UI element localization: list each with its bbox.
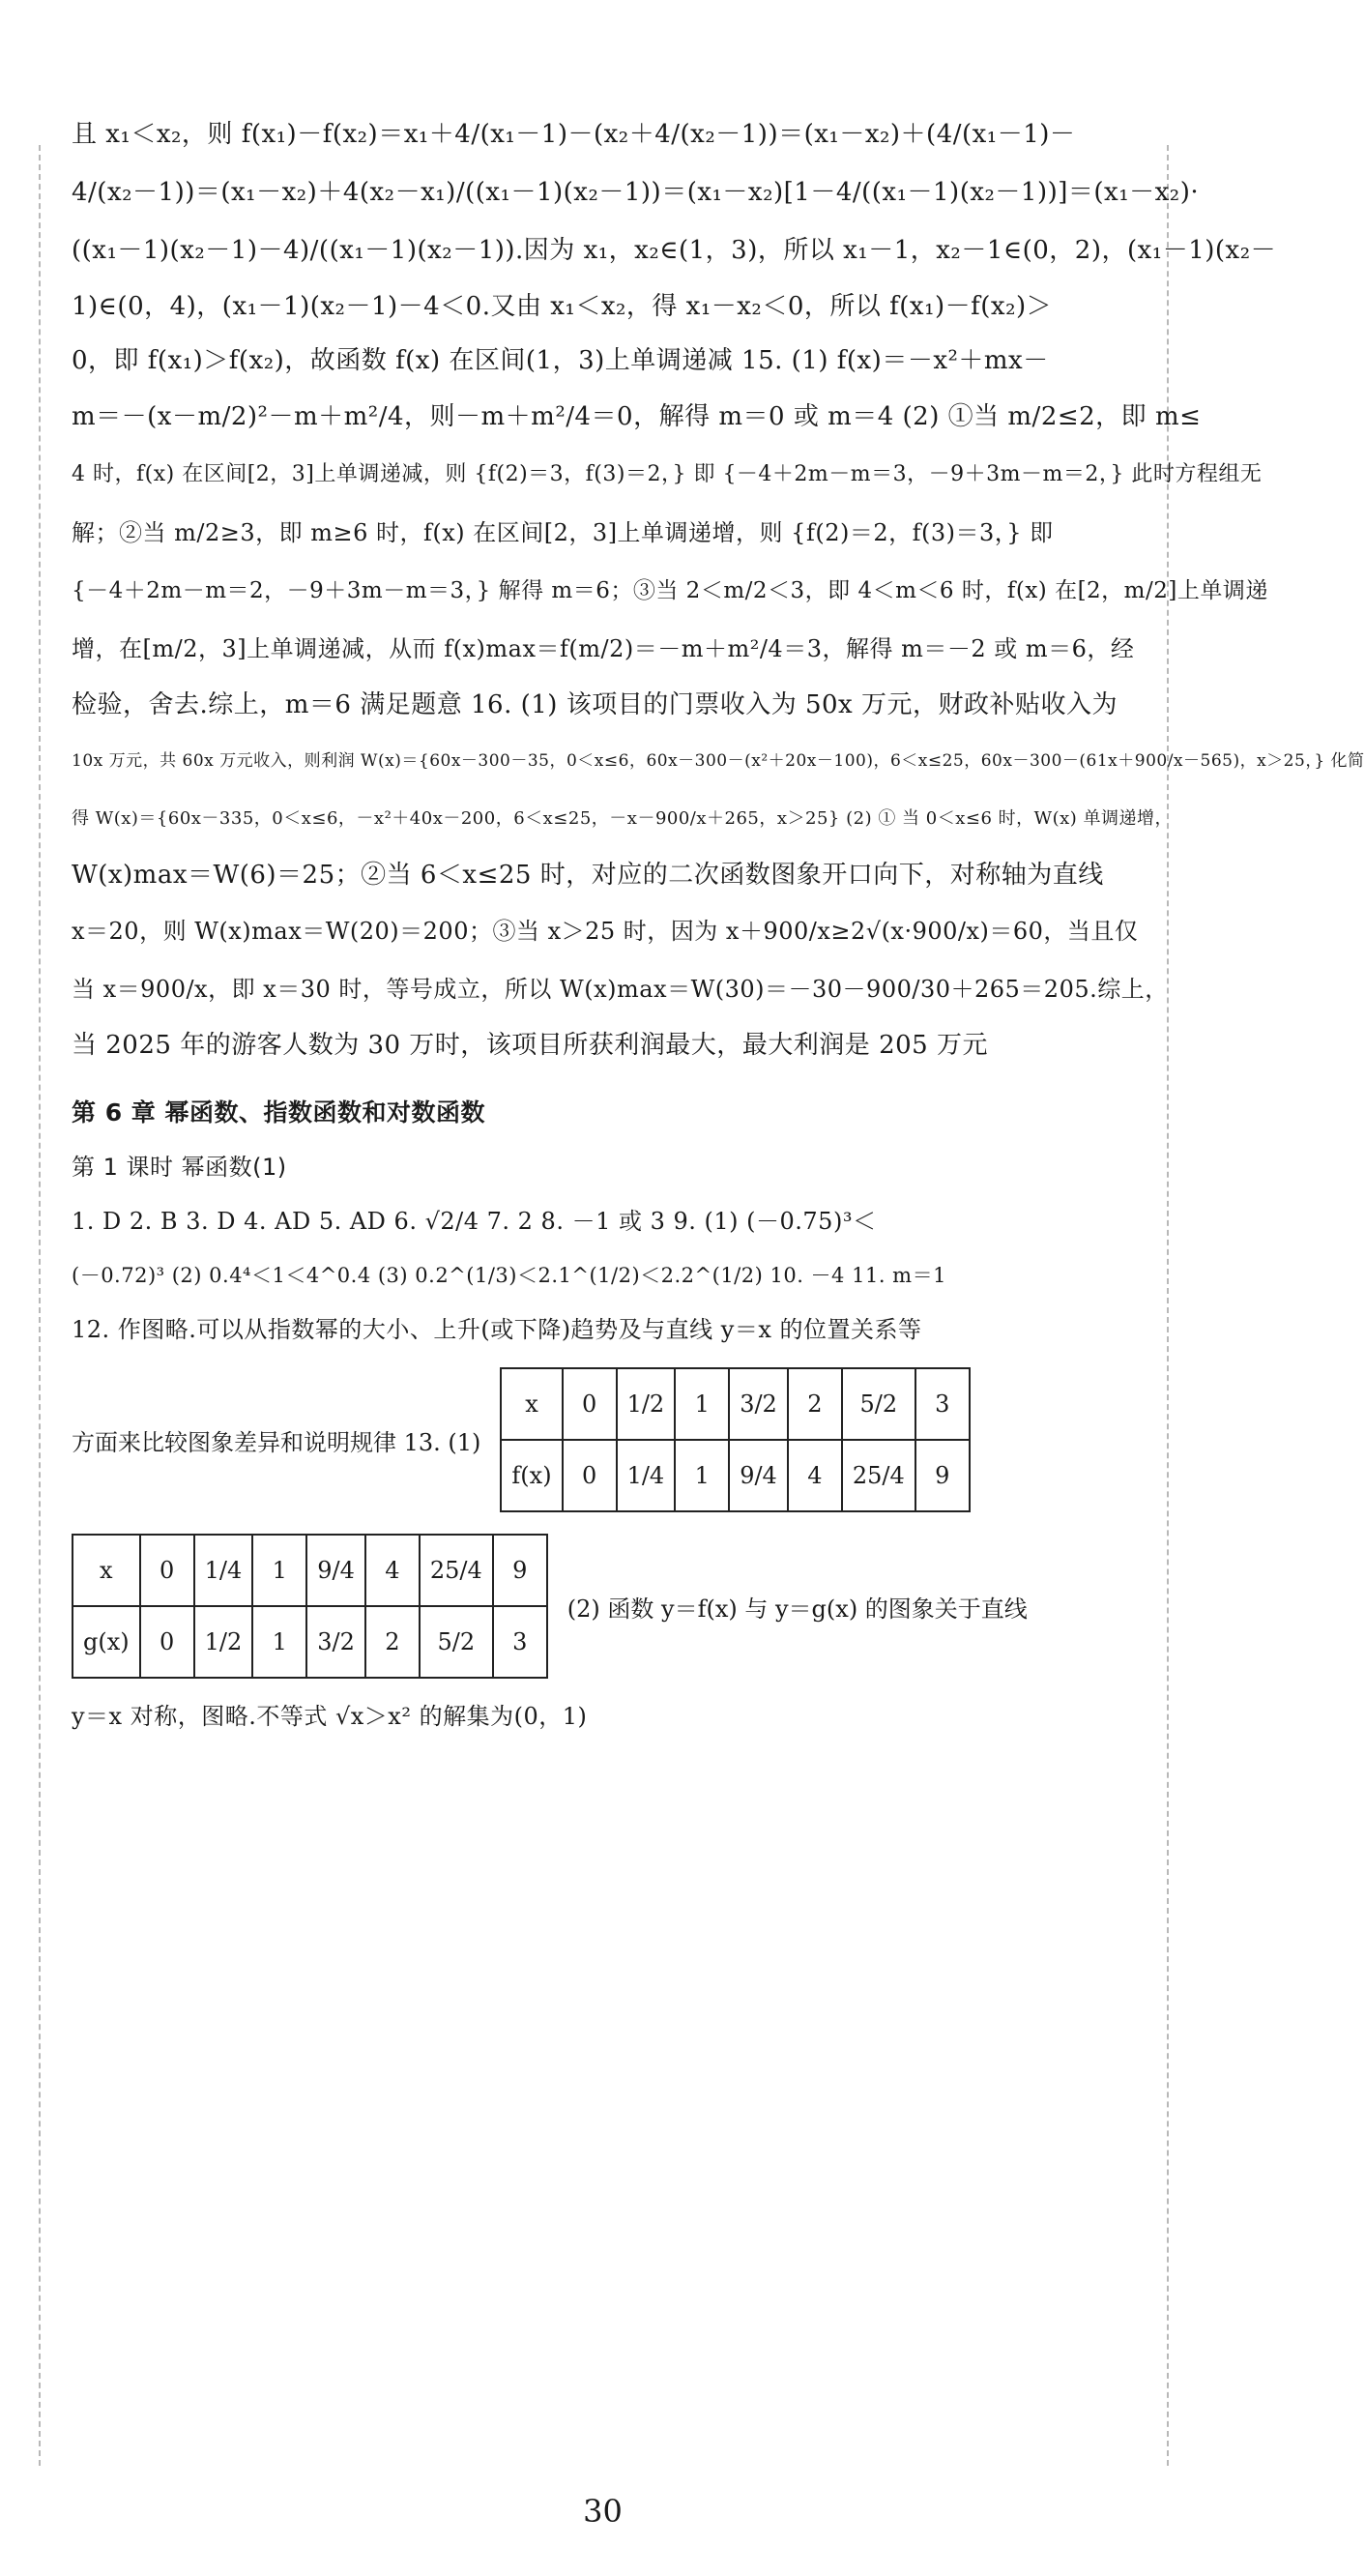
text-line: 当 2025 年的游客人数为 30 万时，该项目所获利润最大，最大利润是 205 万元: [72, 1031, 988, 1060]
text-line: 得 W(x)＝{60x－335，0＜x≤6，－x²＋40x－200，6＜x≤25，－x－900/x＋265，x＞25} (2) ① 当 0＜x≤6 时，W(x) 单调递增，: [72, 808, 1174, 829]
table-cell: 0: [563, 1368, 617, 1440]
table-cell: 9/4: [306, 1535, 365, 1606]
answer-13-row: [72, 1367, 1147, 1512]
answer-13-2-row: [72, 1534, 1147, 1679]
table-cell: x: [73, 1535, 140, 1606]
left-margin-line: [39, 145, 41, 2466]
table-cell: 9: [493, 1535, 547, 1606]
answer-line: 1. D 2. B 3. D 4. AD 5. AD 6. √2/4 7. 2 8. －1 或 3 9. (1) (－0.75)³＜: [72, 1208, 877, 1235]
table-row: [501, 1368, 969, 1440]
table-cell: 1: [675, 1368, 729, 1440]
table-cell: 9/4: [729, 1440, 788, 1511]
text-line: 4 时，f(x) 在区间[2，3]上单调递减，则 {f(2)＝3，f(3)＝2，} 即 {－4＋2m－m＝3，－9＋3m－m＝2，} 此时方程组无: [72, 462, 1263, 486]
table-g: [72, 1534, 548, 1679]
table-cell: 1: [252, 1606, 306, 1678]
text-line: 增，在[m/2，3]上单调递减，从而 f(x)max＝f(m/2)＝－m＋m²/4＝3，解得 m＝－2 或 m＝6，经: [72, 635, 1135, 662]
text-line: 0，即 f(x₁)＞f(x₂)，故函数 f(x) 在区间(1，3)上单调递减 15. (1) f(x)＝－x²＋mx－: [72, 346, 1049, 375]
table-cell: 4: [788, 1440, 842, 1511]
text-line: ((x₁－1)(x₂－1)－4)/((x₁－1)(x₂－1)).因为 x₁，x₂∈(1，3)，所以 x₁－1，x₂－1∈(0，2)，(x₁－1)(x₂－: [72, 236, 1277, 265]
text-line: W(x)max＝W(6)＝25；②当 6＜x≤25 时，对应的二次函数图象开口向下，对称轴为直线: [72, 861, 1104, 890]
table-cell: 0: [140, 1535, 194, 1606]
table-cell: 1: [675, 1440, 729, 1511]
table-cell: 25/4: [842, 1440, 915, 1511]
table-cell: 9: [915, 1440, 970, 1511]
table-row: [73, 1606, 547, 1678]
table-cell: 3: [915, 1368, 970, 1440]
table-cell: x: [501, 1368, 562, 1440]
table-row: [501, 1440, 969, 1511]
text-line: x＝20，则 W(x)max＝W(20)＝200；③当 x＞25 时，因为 x＋900/x≥2√(x·900/x)＝60，当且仅: [72, 918, 1139, 945]
right-margin-line: [1167, 145, 1169, 2466]
table-cell: 0: [563, 1440, 617, 1511]
text-line: 当 x＝900/x，即 x＝30 时，等号成立，所以 W(x)max＝W(30)＝－30－900/30＋265＝205.综上，: [72, 976, 1169, 1003]
table-cell: 2: [788, 1368, 842, 1440]
table-cell: 5/2: [420, 1606, 493, 1678]
text-line: 4/(x₂－1))＝(x₁－x₂)＋4(x₂－x₁)/((x₁－1)(x₂－1))＝(x₁－x₂)[1－4/((x₁－1)(x₂－1))]＝(x₁－x₂)·: [72, 178, 1200, 207]
answer-line: (－0.72)³ (2) 0.4⁴＜1＜4^0.4 (3) 0.2^(1/3)＜2.1^(1/2)＜2.2^(1/2) 10. －4 11. m＝1: [72, 1264, 946, 1287]
answer-line: y＝x 对称，图略.不等式 √x＞x² 的解集为(0，1): [72, 1703, 588, 1730]
table-cell: f(x): [501, 1440, 562, 1511]
table-cell: 1: [252, 1535, 306, 1606]
text-line: 1)∈(0，4)，(x₁－1)(x₂－1)－4＜0.又由 x₁＜x₂，得 x₁－x₂＜0，所以 f(x₁)－f(x₂)＞: [72, 292, 1053, 321]
table-cell: 1/2: [617, 1368, 676, 1440]
page-number: 30: [583, 2493, 623, 2530]
chapter-heading: 第 6 章 幂函数、指数函数和对数函数: [72, 1098, 486, 1127]
table-cell: 4: [365, 1535, 420, 1606]
table-row: [73, 1535, 547, 1606]
table-cell: 3/2: [729, 1368, 788, 1440]
text-line: 解；②当 m/2≥3，即 m≥6 时，f(x) 在区间[2，3]上单调递增，则 {f(2)＝2，f(3)＝3，} 即: [72, 519, 1054, 546]
answer-line: 12. 作图略.可以从指数幂的大小、上升(或下降)趋势及与直线 y＝x 的位置关系等: [72, 1316, 922, 1343]
table-cell: 25/4: [420, 1535, 493, 1606]
text-line: {－4＋2m－m＝2，－9＋3m－m＝3，} 解得 m＝6；③当 2＜m/2＜3，即 4＜m＜6 时，f(x) 在[2，m/2]上单调递: [72, 578, 1268, 603]
table-cell: 3: [493, 1606, 547, 1678]
table-cell: 1/4: [617, 1440, 676, 1511]
answer-13-text: 方面来比较图象差异和说明规律 13. (1): [72, 1428, 481, 1456]
table-cell: 3/2: [306, 1606, 365, 1678]
table-cell: 5/2: [842, 1368, 915, 1440]
text-line: m＝－(x－m/2)²－m＋m²/4，则－m＋m²/4＝0，解得 m＝0 或 m＝4 (2) ①当 m/2≤2，即 m≤: [72, 402, 1202, 431]
text-line: 10x 万元，共 60x 万元收入，则利润 W(x)＝{60x－300－35，0＜x≤6，60x－300－(x²＋20x－100)，6＜x≤25，60x－300－(61x＋900/x－565)，x＞25，} 化简: [72, 751, 1365, 771]
page-content: [72, 116, 1365, 1754]
table-cell: 1/4: [194, 1535, 253, 1606]
table-cell: 1/2: [194, 1606, 253, 1678]
table-cell: 2: [365, 1606, 420, 1678]
table-cell: g(x): [73, 1606, 140, 1678]
symmetry-text: (2) 函数 y＝f(x) 与 y＝g(x) 的图象关于直线: [566, 1595, 1028, 1623]
table-f: [500, 1367, 970, 1512]
lesson-heading: 第 1 课时 幂函数(1): [72, 1154, 287, 1181]
table-cell: 0: [140, 1606, 194, 1678]
text-line: 且 x₁＜x₂，则 f(x₁)－f(x₂)＝x₁＋4/(x₁－1)－(x₂＋4/(x₂－1))＝(x₁－x₂)＋(4/(x₁－1)－: [72, 120, 1076, 149]
text-line: 检验，舍去.综上，m＝6 满足题意 16. (1) 该项目的门票收入为 50x 万元，财政补贴收入为: [72, 690, 1118, 719]
